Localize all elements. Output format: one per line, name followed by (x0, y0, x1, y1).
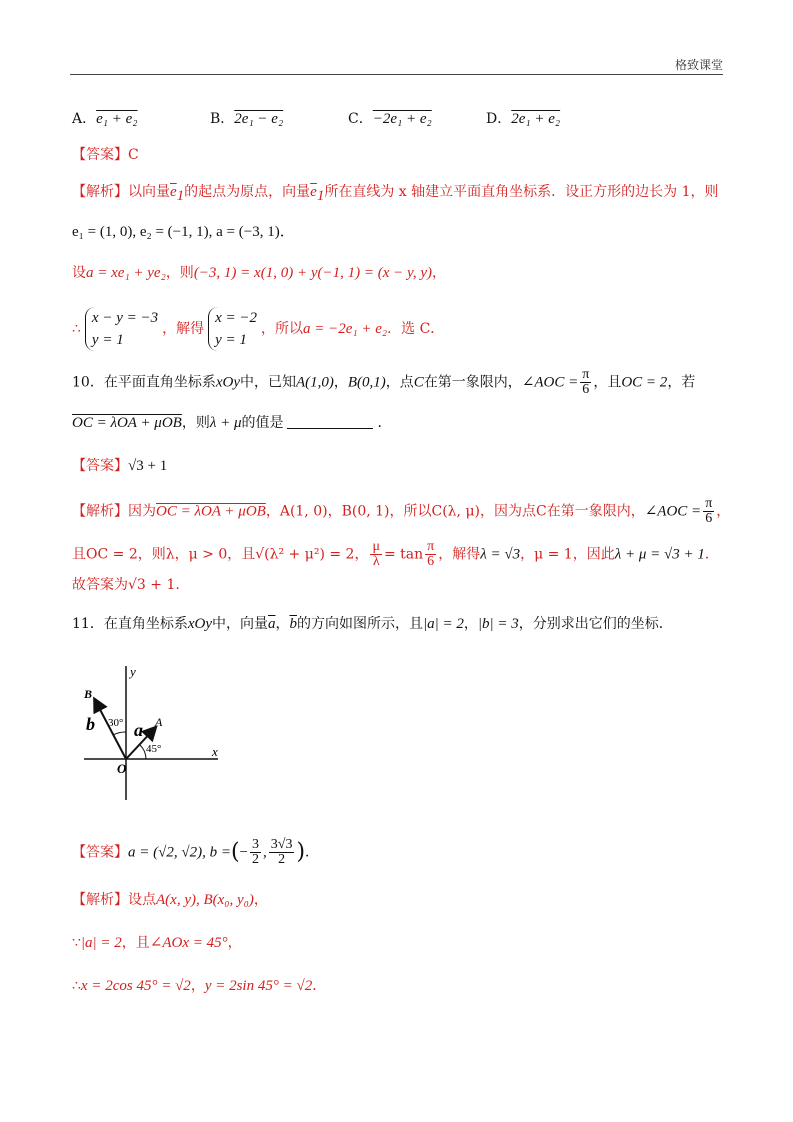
q10-analysis-line1: 【解析】因为OC = λOA + μOB，A(1, 0)，B(0, 1)，所以C(λ, μ)，因为点C在第一象限内，∠AOC = $\frac{\pi}{6}$ ， (72, 496, 731, 526)
label-point-b: B (84, 687, 93, 701)
coordinate-diagram (80, 660, 230, 805)
q10-analysis-line3: 故答案为√3 + 1. (72, 577, 180, 593)
header-divider (70, 74, 723, 75)
q9-answer: 【答案】C (72, 147, 139, 163)
label-x: x (212, 744, 218, 759)
label-angle-45: 45° (146, 743, 162, 755)
equation-system-2: x = −2 y = 1 (208, 307, 257, 351)
equation-system-1: x − y = −3 y = 1 (85, 307, 158, 351)
vector-figure (80, 660, 230, 809)
q11-analysis-line3: ∴x = 2cos 45° = √2，y = 2sin 45° = √2． (72, 978, 327, 994)
label-point-a: A (155, 715, 163, 729)
q9-analysis-line4: ∴ x − y = −3 y = 1 ，解得 x = −2 y = 1 ，所以a = −2e₁ + e₂．选 C． (72, 307, 444, 351)
option-d: D．2e₁ + e₂ (486, 111, 561, 127)
q10-stem-line1: 10．在平面直角坐标系xOy中，已知A(1,0)，B(0,1)，点C在第一象限内，∠AOC = $\frac{\pi}{6}$ ，且OC = 2，若 (72, 367, 696, 397)
option-c: C．−2e₁ + e₂ (348, 111, 432, 127)
q9-analysis-line3: 设a = xe₁ + ye₂，则(−3, 1) = x(1, 0) + y(−1, 1) = (x − y, y)， (72, 265, 446, 281)
label-y: y (130, 664, 136, 679)
label-vector-b: b (86, 714, 95, 734)
option-a: A．e₁ + e₂ (72, 111, 138, 127)
q9-analysis-line2: e₁ = (1, 0), e₂ = (−1, 1), a = (−3, 1)． (72, 224, 295, 240)
answer-blank (287, 428, 373, 429)
header-brand: 格致课堂 (674, 58, 723, 72)
option-b: B．2e₁ − e₂ (210, 111, 284, 127)
vector-b (95, 700, 126, 759)
label-vector-a: a (134, 720, 143, 740)
label-angle-30: 30° (108, 717, 124, 729)
q10-analysis-line2: 且OC = 2，则λ，μ > 0，且√(λ² + μ²) = 2， $\frac{\mu}{\lambda}$ = tan $\frac{\pi}{6}$ ，解得λ = √3，μ = 1，因此λ + μ = √3 + 1． (72, 539, 719, 569)
q10-stem-line2: OC = λOA + μOB，则λ + μ的值是 ． (72, 415, 392, 431)
label-origin: O (117, 761, 127, 776)
q10-answer: 【答案】√3 + 1 (72, 458, 168, 474)
q11-stem: 11．在直角坐标系xOy中，向量$\overline{a}$，$\overline{b}$的方向如图所示，且|a| = 2，|b| = 3，分别求出它们的坐标． (72, 616, 673, 632)
q11-analysis-line2: ∵|a| = 2，且∠AOx = 45°， (72, 935, 242, 951)
q11-analysis-line1: 【解析】设点A(x, y), B(x₀, y₀)， (72, 892, 268, 908)
q9-analysis-line1: 【解析】以向量$\overline{e}_1$的起点为原点，向量$\overline{e}_1$所在直线为 x 轴建立平面直角坐标系．设正方形的边长为 1，则 (72, 184, 719, 204)
q11-answer: 【答案】a = (√2, √2), b =(− $\frac{3}{2}$ , $\frac{3√3}{2}$ )． (72, 837, 320, 867)
